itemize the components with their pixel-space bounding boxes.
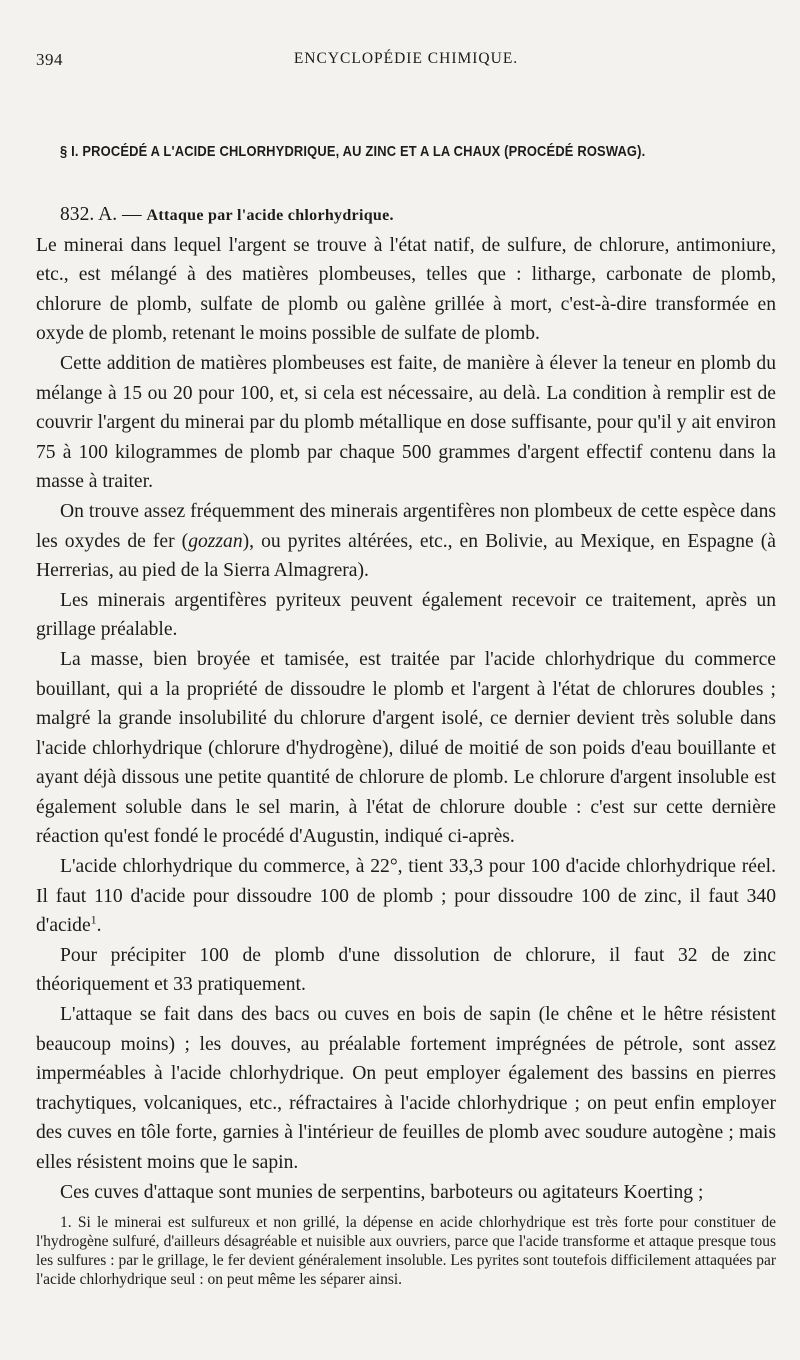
- page-header: [36, 50, 776, 74]
- section-heading: § I. PROCÉDÉ A L'ACIDE CHLORHYDRIQUE, AU ZINC ET A LA CHAUX (PROCÉDÉ ROSWAG).: [60, 143, 646, 160]
- body-text: [36, 200, 776, 1207]
- paragraph-6: [36, 852, 776, 941]
- paragraph-3: [36, 497, 776, 586]
- article-heading: [36, 200, 776, 231]
- paragraph-8: L'attaque se fait dans des bacs ou cuves en bois de sapin (le chêne et le hêtre résistent beaucoup moins) ; les douves, au préalable fortement imprégnées de pétrole, sont assez imperméables à l'acide chlorhydrique. On peut employer également des bassins en pierres trachytiques, volcaniques, etc., réfractaires à l'acide chlorhydrique ; on peut enfin employer des cuves en tôle forte, garnies à l'intérieur de feuilles de plomb avec soudure autogène ; mais elles résistent moins que le sapin.: [36, 1004, 776, 1173]
- paragraph-7: Pour précipiter 100 de plomb d'une dissolution de chlorure, il faut 32 de zinc théoriquement et 33 pratiquement.: [36, 944, 776, 996]
- paragraph-3-text-b: ), ou pyrites altérées, etc., en Bolivie, au Mexique, en Espagne (à Herrerias, au pied de la Sierra Almagrera).: [36, 530, 776, 582]
- article-title: Attaque par l'acide chlorhydrique.: [146, 207, 394, 224]
- footnotes: [36, 1213, 776, 1289]
- paragraph-2: Cette addition de matières plombeuses est faite, de manière à élever la teneur en plomb du mélange à 15 ou 20 pour 100, et, si cela est nécessaire, au delà. La condition à remplir est de couvrir l'argent du minerai par du plomb métallique en dose suffisante, pour qu'il y ait environ 75 à 100 kilogrammes de plomb par chaque 500 grammes d'argent effectif contenu dans la masse à traiter.: [36, 352, 776, 493]
- paragraph-5: La masse, bien broyée et tamisée, est traitée par l'acide chlorhydrique du commerce bouillant, qui a la propriété de dissoudre le plomb et l'argent à l'état de chlorures doubles ; malgré la grande insolubilité du chlorure d'argent isolé, ce dernier devient très soluble dans l'acide chlorhydrique (chlorure d'hydrogène), dilué de moitié de son poids d'eau bouillante et ayant déjà dissous une petite quantité de chlorure de plomb. Le chlorure d'argent insoluble est également soluble dans le sel marin, à l'état de chlorure double : c'est sur cette dernière réaction qu'est fondé le procédé d'Augustin, indiqué ci-après.: [36, 648, 776, 848]
- footnote-reference[interactable]: 1: [90, 912, 97, 927]
- running-title: ENCYCLOPÉDIE CHIMIQUE.: [293, 50, 519, 67]
- article-dash: —: [117, 204, 147, 225]
- paragraph-4: Les minerais argentifères pyriteux peuvent également recevoir ce traitement, après un grillage préalable.: [36, 589, 776, 641]
- paragraph-1: Le minerai dans lequel l'argent se trouve à l'état natif, de sulfure, de chlorure, antimoniure, etc., est mélangé à des matières plombeuses, telles que : litharge, carbonate de plomb, chlorure de plomb, sulfate de plomb ou galène grillée à mort, c'est-à-dire transformée en oxyde de plomb, retenant le moins possible de sulfate de plomb.: [36, 234, 776, 345]
- article-number: 832. A.: [60, 204, 118, 225]
- paragraph-6-text-b: .: [96, 915, 102, 937]
- page-number: 394: [36, 50, 63, 69]
- paragraph-6-text-a: L'acide chlorhydrique du commerce, à 22°, tient 33,3 pour 100 d'acide chlorhydrique réel. Il faut 110 d'acide pour dissoudre 100 de plomb ; pour dissoudre 100 de zinc, il faut 340 d'acide: [36, 856, 776, 937]
- paragraph-3-italic: gozzan: [188, 530, 243, 552]
- paragraph-9: Ces cuves d'attaque sont munies de serpentins, barboteurs ou agitateurs Koerting ;: [60, 1181, 704, 1203]
- paragraph-3-text-a: On trouve assez fréquemment des minerais argentifères non plombeux de cette espèce dans les oxydes de fer (: [36, 500, 776, 552]
- footnote-1: 1. Si le minerai est sulfureux et non grillé, la dépense en acide chlorhydrique est très forte pour constituer de l'hydrogène sulfuré, d'ailleurs désagréable et nuisible aux ouvriers, parce que l'acide transforme et attaque presque tous les sulfures : par le grillage, le fer devient généralement insoluble. Les pyrites sont toutefois difficilement attaquées par l'acide chlorhydrique seul : on peut même les séparer ainsi.: [36, 1214, 776, 1288]
